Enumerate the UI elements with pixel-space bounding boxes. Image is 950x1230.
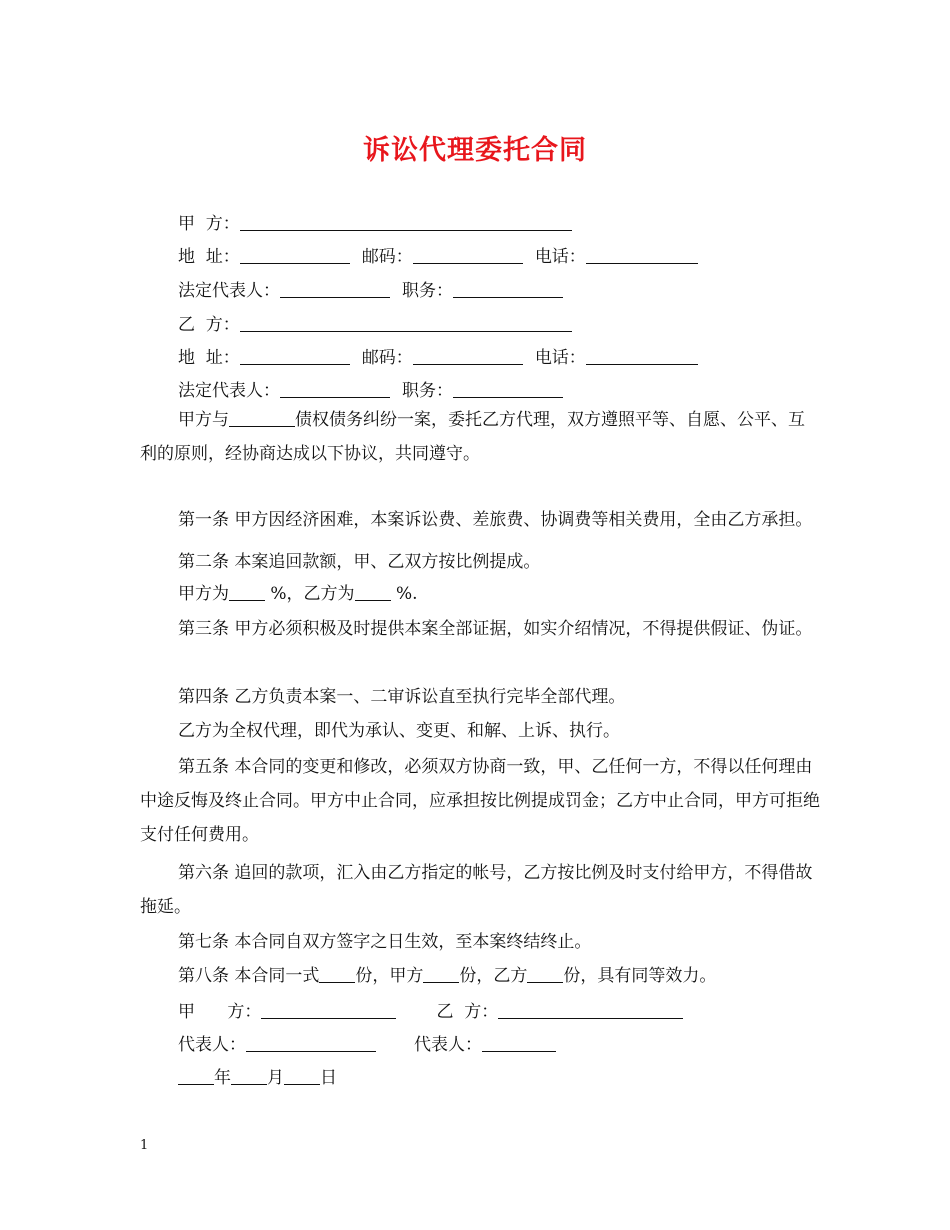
article-5: 第五条 本合同的变更和修改，必须双方协商一致，甲、乙任何一方，不得以任何理由中途反悔及终止合同。甲方中止合同，应承担按比例提成罚金；乙方中止合同，甲方可拒绝支付任何费用。 (140, 757, 820, 845)
position-label: 职务： (402, 281, 453, 301)
phone-blank[interactable] (586, 346, 698, 365)
position-blank[interactable] (453, 379, 563, 398)
position-blank[interactable] (453, 279, 563, 298)
signature-party-a-label: 甲 方： (178, 1002, 262, 1022)
legal-rep-blank[interactable] (280, 279, 390, 298)
party-a-label: 甲 方： (178, 214, 240, 234)
year-label: 年 (214, 1068, 231, 1088)
phone-label: 电话： (534, 348, 586, 368)
legal-rep-label: 法定代表人： (178, 281, 280, 301)
party-b-line (178, 313, 572, 336)
signature-party-a-blank[interactable] (261, 1000, 396, 1019)
position-label: 职务： (402, 381, 453, 401)
party-a-rep-line (178, 279, 563, 302)
phone-blank[interactable] (586, 245, 698, 264)
ratio-end: %. (390, 584, 418, 604)
month-label: 月 (267, 1068, 284, 1088)
document-title: 诉讼代理委托合同 (363, 135, 587, 166)
party-a-line (178, 212, 572, 235)
party-b-rep-line (178, 379, 563, 402)
preamble-text-start: 甲方与 (178, 410, 229, 430)
signature-party-b-blank[interactable] (498, 1000, 683, 1019)
article-8-text-2: 份，甲方 (355, 966, 424, 986)
article-4: 第四条 乙方负责本案一、二审诉讼直至执行完毕全部代理。 (178, 687, 626, 707)
article-1: 第一条 甲方因经济困难，本案诉讼费、差旅费、协调费等相关费用，全由乙方承担。 (178, 510, 813, 530)
address-blank[interactable] (240, 346, 350, 365)
postcode-label: 邮码： (361, 247, 413, 267)
phone-label: 电话： (534, 247, 586, 267)
month-blank[interactable] (231, 1066, 267, 1085)
article-8-text-3: 份，乙方 (459, 966, 528, 986)
party-b-label: 乙 方： (178, 315, 240, 335)
year-blank[interactable] (178, 1066, 214, 1085)
day-label: 日 (320, 1068, 337, 1088)
postcode-label: 邮码： (361, 348, 413, 368)
postcode-blank[interactable] (413, 245, 523, 264)
preamble-paragraph (140, 403, 820, 471)
address-blank[interactable] (240, 245, 350, 264)
signature-rep-a-label: 代表人： (178, 1035, 246, 1055)
signature-rep-a-blank[interactable] (246, 1033, 376, 1052)
legal-rep-blank[interactable] (280, 379, 390, 398)
signature-rep-b-blank[interactable] (482, 1033, 556, 1052)
address-label: 地 址： (178, 348, 240, 368)
article-8-text-4: 份，具有同等效力。 (563, 966, 717, 986)
article-3: 第三条 甲方必须积极及时提供本案全部证据，如实介绍情况，不得提供假证、伪证。 (178, 619, 813, 639)
case-name-blank[interactable] (229, 408, 295, 427)
copies-total-blank[interactable] (319, 964, 355, 983)
party-a-blank[interactable] (240, 212, 572, 231)
legal-rep-label: 法定代表人： (178, 381, 280, 401)
article-4-detail: 乙方为全权代理，即代为承认、变更、和解、上诉、执行。 (178, 721, 620, 741)
article-2: 第二条 本案追回款额，甲、乙双方按比例提成。 (178, 552, 541, 572)
preamble-text-end: 债权债务纠纷一案，委托乙方代理，双方遵照平等、自愿、公平、互利的原则，经协商达成以下协议，共同遵守。 (140, 410, 805, 464)
ratio-b-label: %，乙方为 (265, 584, 355, 604)
signature-party-b-label: 乙 方： (436, 1002, 499, 1022)
signature-rep-line (178, 1033, 556, 1056)
party-a-address-line (178, 245, 698, 268)
ratio-a-label: 甲方为 (178, 584, 229, 604)
signature-date-line (178, 1066, 337, 1089)
article-8 (140, 959, 820, 993)
article-8-text-1: 第八条 本合同一式 (178, 966, 320, 986)
day-blank[interactable] (284, 1066, 320, 1085)
page-number: 1 (140, 1138, 149, 1153)
postcode-blank[interactable] (413, 346, 523, 365)
signature-party-line (178, 1000, 683, 1023)
address-label: 地 址： (178, 247, 240, 267)
ratio-b-blank[interactable] (355, 582, 391, 601)
ratio-a-blank[interactable] (229, 582, 265, 601)
copies-a-blank[interactable] (423, 964, 459, 983)
party-b-blank[interactable] (240, 313, 572, 332)
party-b-address-line (178, 346, 698, 369)
copies-b-blank[interactable] (527, 964, 563, 983)
article-7: 第七条 本合同自双方签字之日生效，至本案终结终止。 (178, 932, 592, 952)
article-6: 第六条 追回的款项，汇入由乙方指定的帐号，乙方按比例及时支付给甲方，不得借故拖延。 (140, 863, 813, 917)
signature-rep-b-label: 代表人： (414, 1035, 482, 1055)
article-2-ratio (140, 577, 820, 611)
